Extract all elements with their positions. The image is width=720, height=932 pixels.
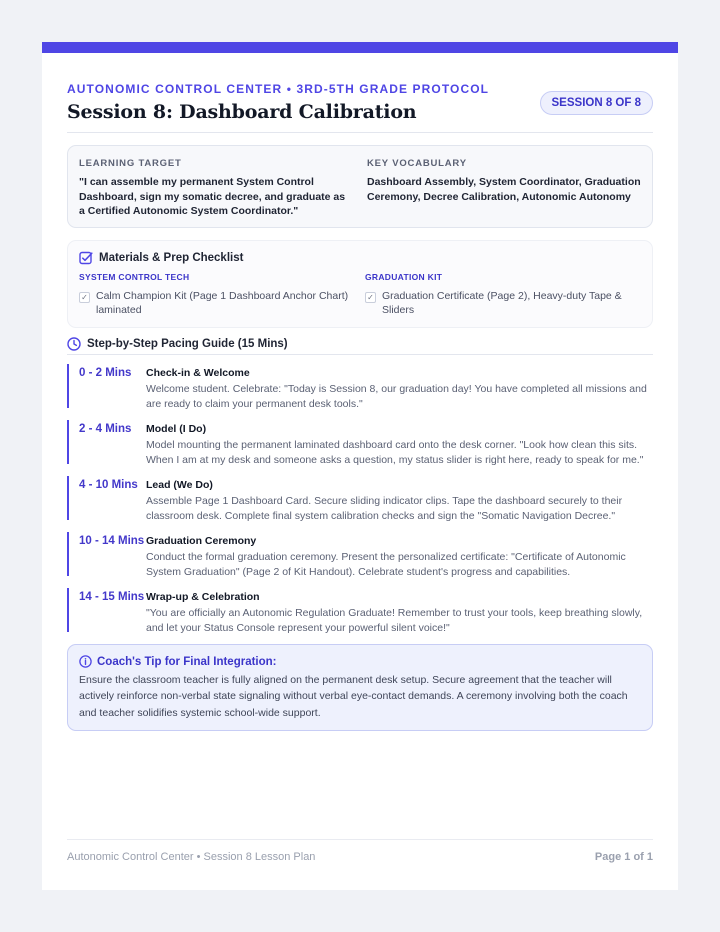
pacing-step — [67, 588, 653, 632]
step-name: Lead (We Do) — [146, 479, 213, 491]
learning-target — [79, 158, 347, 219]
step-time: 10 - 14 Mins — [79, 535, 145, 547]
step-time: 14 - 15 Mins — [79, 591, 145, 603]
clock-icon — [67, 337, 81, 351]
checklist-item-text: Graduation Certificate (Page 2), Heavy-duty Tape & Sliders — [382, 290, 622, 316]
step-description: Assemble Page 1 Dashboard Card. Secure sliding indicator clips. Tape the dashboard securely to their classroom desk. Complete final system calibration checks and sign the "Somatic Navigation Decree." — [146, 495, 623, 522]
key-vocabulary-label: KEY VOCABULARY — [367, 158, 467, 169]
page-number: Page 1 of 1 — [594, 851, 653, 863]
learning-target-label: LEARNING TARGET — [79, 158, 182, 169]
lesson-plan-page — [42, 42, 678, 890]
program-eyebrow: AUTONOMIC CONTROL CENTER • 3RD-5TH GRADE PROTOCOL — [67, 82, 490, 96]
coach-tip-header — [79, 655, 277, 668]
step-time: 2 - 4 Mins — [79, 423, 132, 435]
checkbox[interactable]: ✓ — [365, 292, 376, 303]
page-title: Session 8: Dashboard Calibration — [67, 101, 417, 123]
coach-tip-box — [67, 644, 653, 731]
pacing-step — [67, 532, 653, 576]
step-name: Model (I Do) — [146, 423, 207, 435]
pacing-step — [67, 420, 653, 464]
step-description: Conduct the formal graduation ceremony. Present the personalized certificate: "Certificate of Autonomic System Graduation" (Page 2 of Kit Handout). Celebrate student's progress and capabilities. — [146, 551, 626, 578]
info-icon — [79, 655, 92, 668]
key-vocabulary-text: Dashboard Assembly, System Coordinator, Graduation Ceremony, Decree Calibration, Autonomic Autonomy — [367, 176, 641, 203]
step-description: Model mounting the permanent laminated dashboard card onto the desk corner. "Look how clean this sits. When I am at my desk and someone asks a question, my status slider is right here, ready to speak for me." — [146, 439, 644, 466]
target-vocab-box — [67, 145, 653, 228]
coach-tip-title: Coach's Tip for Final Integration: — [97, 655, 277, 668]
kit-system-control-tech — [79, 272, 359, 317]
pacing-title: Step-by-Step Pacing Guide (15 Mins) — [87, 338, 288, 350]
checklist-icon — [79, 251, 93, 265]
materials-header — [79, 251, 243, 265]
footer-title: Autonomic Control Center • Session 8 Lesson Plan — [67, 851, 316, 863]
checklist-item — [79, 289, 359, 317]
checklist-item-text: Calm Champion Kit (Page 1 Dashboard Anchor Chart) laminated — [96, 290, 349, 316]
step-time: 0 - 2 Mins — [79, 367, 132, 379]
pacing-header — [67, 337, 288, 351]
session-badge: SESSION 8 OF 8 — [540, 91, 653, 115]
materials-checklist — [67, 240, 653, 328]
step-name: Check-in & Welcome — [146, 367, 250, 379]
checkbox[interactable]: ✓ — [79, 292, 90, 303]
step-time: 4 - 10 Mins — [79, 479, 138, 491]
header-divider — [67, 132, 653, 133]
coach-tip-text: Ensure the classroom teacher is fully aligned on the permanent desk setup. Secure agreement that the teacher will actively reinforce non-verbal state signaling without verbal eye-contact demands. A ceremony involving both the coach and teacher solidifies systemic school-wide support. — [79, 674, 628, 719]
accent-top-bar — [42, 42, 678, 53]
step-name: Graduation Ceremony — [146, 535, 257, 547]
kit-label: SYSTEM CONTROL TECH — [79, 272, 190, 282]
pacing-step — [67, 364, 653, 408]
materials-title: Materials & Prep Checklist — [99, 252, 244, 264]
step-description: "You are officially an Autonomic Regulation Graduate! Remember to trust your tools, keep breathing slowly, and let your Status Console represent your powerful silent voice!" — [146, 607, 643, 634]
learning-target-text: "I can assemble my permanent System Control Dashboard, sign my somatic decree, and graduate as a Certified Autonomic System Coordinator." — [79, 176, 346, 217]
checklist-item — [365, 289, 645, 317]
footer-divider — [67, 839, 653, 840]
step-name: Wrap-up & Celebration — [146, 591, 260, 603]
kit-label: GRADUATION KIT — [365, 272, 443, 282]
step-description: Welcome student. Celebrate: "Today is Session 8, our graduation day! You have completed all missions and are ready to claim your permanent desk tools." — [146, 383, 647, 410]
pacing-step — [67, 476, 653, 520]
pacing-divider — [67, 354, 653, 355]
key-vocabulary — [367, 158, 647, 204]
kit-graduation — [365, 272, 645, 317]
